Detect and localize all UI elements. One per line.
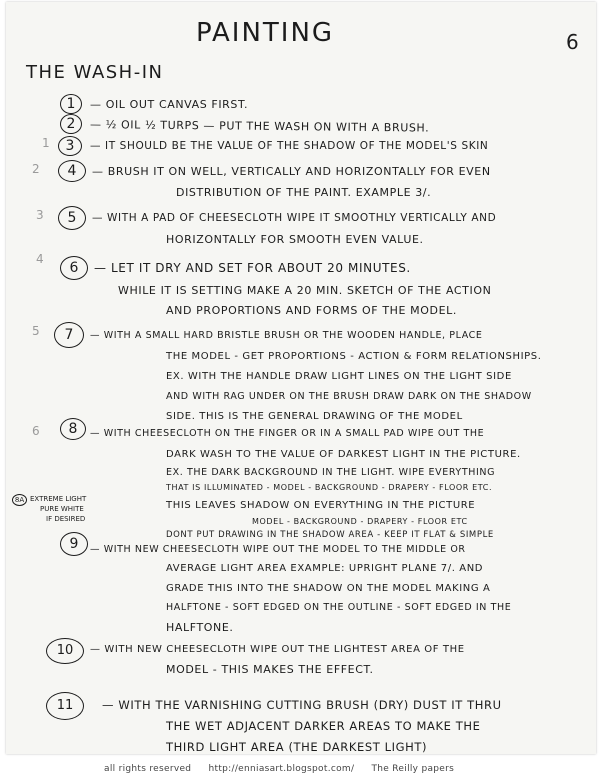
page-title: PAINTING <box>196 18 335 48</box>
step-text-line: SIDE. THIS IS THE GENERAL DRAWING OF THE MODEL <box>166 411 463 422</box>
step-text-line: THIS LEAVES SHADOW ON EVERYTHING IN THE PICTURE <box>166 500 476 511</box>
step-text-line: THAT IS ILLUMINATED - MODEL - BACKGROUND - DRAPERY - FLOOR ETC. <box>166 483 493 492</box>
step-text-line: — WITH NEW CHEESECLOTH WIPE OUT THE LIGHTEST AREA OF THE <box>90 644 465 655</box>
step-text-line: — LET IT DRY AND SET FOR ABOUT 20 MINUTES. <box>94 261 411 275</box>
margin-mark: 2 <box>32 162 40 176</box>
step-text-line: — IT SHOULD BE THE VALUE OF THE SHADOW OF THE MODEL'S SKIN <box>90 140 489 152</box>
step-text-line: — WITH CHEESECLOTH ON THE FINGER OR IN A SMALL PAD WIPE OUT THE <box>90 428 485 439</box>
footer-source: The Reilly papers <box>371 764 455 774</box>
step-text-line: EX. WITH THE HANDLE DRAW LIGHT LINES ON THE LIGHT SIDE <box>166 371 512 382</box>
step-number-circle: 1 <box>60 94 82 114</box>
side-note-line: PURE WHITE <box>40 505 84 513</box>
footer-url[interactable]: http://enniasart.blogspot.com/ <box>208 764 355 774</box>
step-number-circle: 5 <box>58 206 86 230</box>
step-number-circle: 2 <box>60 114 82 134</box>
step-text-line: DARK WASH TO THE VALUE OF DARKEST LIGHT IN THE PICTURE. <box>166 449 521 460</box>
side-note-line: EXTREME LIGHT <box>30 495 87 503</box>
section-heading: THE WASH-IN <box>26 62 164 83</box>
step-number-circle: 9 <box>60 532 88 556</box>
step-text-line: HORIZONTALLY FOR SMOOTH EVEN VALUE. <box>166 233 424 246</box>
step-text-line: AND PROPORTIONS AND FORMS OF THE MODEL. <box>166 304 457 317</box>
step-text-line: THIRD LIGHT AREA (THE DARKEST LIGHT) <box>166 740 428 754</box>
step-text-line: GRADE THIS INTO THE SHADOW ON THE MODEL MAKING A <box>166 583 491 594</box>
step-text-line: — WITH A PAD OF CHEESECLOTH WIPE IT SMOOTHLY VERTICALLY AND <box>92 212 497 224</box>
step-text-line: AND WITH RAG UNDER ON THE BRUSH DRAW DARK ON THE SHADOW <box>166 391 532 402</box>
step-number-circle: 11 <box>46 692 84 720</box>
step-number-circle: 10 <box>46 638 84 664</box>
step-number-circle: 3 <box>58 136 82 156</box>
step-text-line: WHILE IT IS SETTING MAKE A 20 MIN. SKETCH OF THE ACTION <box>118 284 492 297</box>
notebook-page <box>6 2 596 754</box>
step-text-line: THE WET ADJACENT DARKER AREAS TO MAKE THE <box>166 719 481 733</box>
step-text-line: EX. THE DARK BACKGROUND IN THE LIGHT. WIPE EVERYTHING <box>166 467 496 478</box>
step-text-line: — BRUSH IT ON WELL, VERTICALLY AND HORIZONTALLY FOR EVEN <box>92 165 491 178</box>
step-number-circle: 7 <box>54 322 84 348</box>
step-text-line: — WITH A SMALL HARD BRISTLE BRUSH OR THE WOODEN HANDLE, PLACE <box>90 330 483 341</box>
side-note-line: IF DESIRED <box>46 515 86 523</box>
footer-rights: all rights reserved <box>104 764 192 774</box>
step-number-circle: 6 <box>60 256 88 280</box>
step-text-line: DISTRIBUTION OF THE PAINT. EXAMPLE 3/. <box>176 186 432 199</box>
step-text-line: AVERAGE LIGHT AREA EXAMPLE: UPRIGHT PLANE 7/. AND <box>166 563 484 574</box>
step-number-circle: 4 <box>58 160 86 182</box>
step-number-circle: 8 <box>60 418 86 440</box>
step-text-line: MODEL - BACKGROUND - DRAPERY - FLOOR ETC <box>252 517 468 526</box>
step-text-line: DONT PUT DRAWING IN THE SHADOW AREA - KEEP IT FLAT & SIMPLE <box>166 530 494 540</box>
margin-mark: 3 <box>36 208 44 222</box>
margin-mark: 1 <box>42 136 50 150</box>
side-note-number-circle: 8A <box>12 494 27 506</box>
step-text-line: HALFTONE - SOFT EDGED ON THE OUTLINE - SOFT EDGED IN THE <box>166 602 512 613</box>
footer <box>104 764 468 774</box>
step-text-line: — OIL OUT CANVAS FIRST. <box>90 98 249 111</box>
page-number: 6 <box>566 30 579 54</box>
step-text-line: MODEL - THIS MAKES THE EFFECT. <box>166 663 374 676</box>
step-text-line: — ½ OIL ½ TURPS — PUT THE WASH ON WITH A BRUSH. <box>89 118 430 135</box>
step-text-line: — WITH NEW CHEESECLOTH WIPE OUT THE MODEL TO THE MIDDLE OR <box>90 544 466 555</box>
margin-mark: 4 <box>36 252 44 266</box>
step-text-line: — WITH THE VARNISHING CUTTING BRUSH (DRY) DUST IT THRU <box>102 698 502 712</box>
step-text-line: HALFTONE. <box>166 621 234 634</box>
margin-mark: 6 <box>32 424 40 438</box>
step-text-line: THE MODEL - GET PROPORTIONS - ACTION & FORM RELATIONSHIPS. <box>166 351 542 362</box>
margin-mark: 5 <box>32 324 40 338</box>
